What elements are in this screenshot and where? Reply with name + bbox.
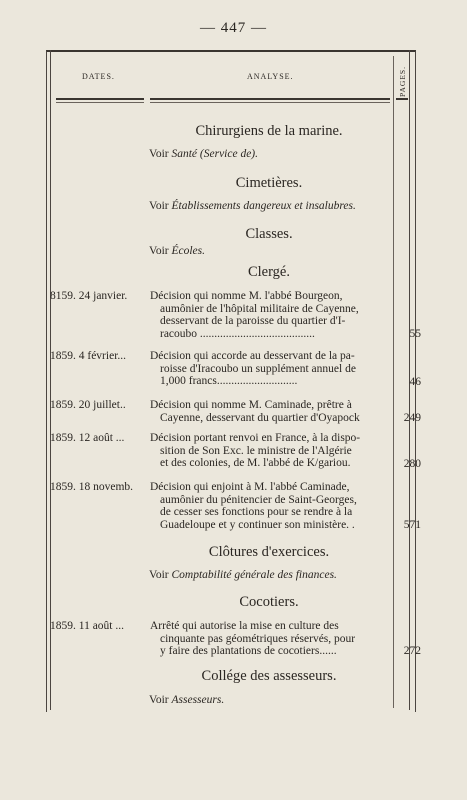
header-pages: PAGES. [398,66,407,98]
entry-line: Décision qui nomme M. Caminade, prêtre à [150,399,352,411]
entry-line: y faire des plantations de cocotiers...... [160,645,337,658]
entry-page: 280 [403,458,421,470]
section-title: Classes. [245,226,293,242]
entry-line: Guadeloupe et y continuer son ministère. . [160,518,355,531]
section-title: Clergé. [247,264,290,280]
entry-line: desservant de la paroisse du quartier d'I- [160,315,346,328]
see-reference [149,200,356,212]
header-rule-top [150,98,390,100]
entry-page: 571 [403,519,421,531]
voir-ref: Établissements dangereux et insalubres. [171,200,356,212]
entry-date: 1859. 18 novemb. [50,481,134,493]
entry-line: Décision portant renvoi en France, à la dispo- [150,432,361,444]
entry-line: Arrêté qui autorise la mise en culture des [150,620,339,632]
voir-ref: Écoles. [171,245,206,257]
entry-line: sition de Son Exc. le ministre de l'Algérie [160,444,352,457]
entry-line: Cayenne, desservant du quartier d'Oyapock [160,411,360,424]
section-title: Cocotiers. [239,594,299,610]
entry-date: 8159. 24 janvier. [50,290,128,302]
voir-ref: Santé (Service de). [171,148,259,160]
entry-description [150,481,390,531]
header-dates: DATES. [82,72,115,81]
entry-line: Décision qui enjoint à M. l'abbé Caminade, [150,481,350,493]
header-analyse: ANALYSE. [247,72,294,81]
see-reference [149,148,258,160]
see-reference [149,569,337,581]
entry-description [150,350,390,388]
entry-line: Décision qui nomme M. l'abbé Bourgeon, [150,290,343,302]
entry-date: 1859. 4 février... [50,350,127,362]
section-title: Chirurgiens de la marine. [195,123,343,139]
section-title: Clôtures d'exercices. [208,544,330,560]
voir-word: Voir [149,694,169,706]
entry-description [150,290,390,340]
entry-line: de cesser ses fonctions pour se rendre à la [160,506,353,519]
entry-line: 1,000 francs............................ [160,375,298,388]
entry-page: 272 [403,645,421,657]
entry-description [150,432,390,470]
voir-ref: Comptabilité générale des finances. [171,569,337,581]
entry-date: 1859. 11 août ... [50,620,124,632]
voir-word: Voir [149,148,169,160]
entry-line: Décision qui accorde au desservant de la pa- [150,350,355,362]
header-rule-top [396,98,408,100]
entry-line: aumônier de l'hôpital militaire de Cayenne, [160,302,359,315]
section-title: Collége des assesseurs. [201,668,337,684]
entry-description [150,399,390,424]
entry-page: 46 [409,376,421,388]
entry-description [150,620,390,658]
table-frame-inner-left [50,50,51,710]
entry-line: roisse d'Iracoubo un supplément annuel de [160,362,356,375]
entry-line: cinquante pas géométriques réservés, pour [160,632,356,645]
entry-date: 1859. 12 août ... [50,432,125,444]
entry-page: 249 [403,412,421,424]
section-title: Cimetières. [235,175,303,191]
page-number: — 447 — [200,20,267,36]
voir-ref: Assesseurs. [171,694,225,706]
entry-page: 55 [409,328,421,340]
entry-line: et des colonies, de M. l'abbé de K/gariou. [160,457,351,470]
header-rule-top [56,98,144,100]
voir-word: Voir [149,245,169,257]
voir-word: Voir [149,569,169,581]
entry-line: racoubo ........................................ [160,327,315,340]
header-rule-bottom [56,102,144,103]
entry-line: aumônier du pénitencier de Saint-Georges, [160,493,357,506]
see-reference [149,694,224,706]
see-reference [149,245,205,257]
entry-date: 1859. 20 juillet.. [50,399,126,411]
header-rule-bottom [150,102,390,103]
voir-word: Voir [149,200,169,212]
